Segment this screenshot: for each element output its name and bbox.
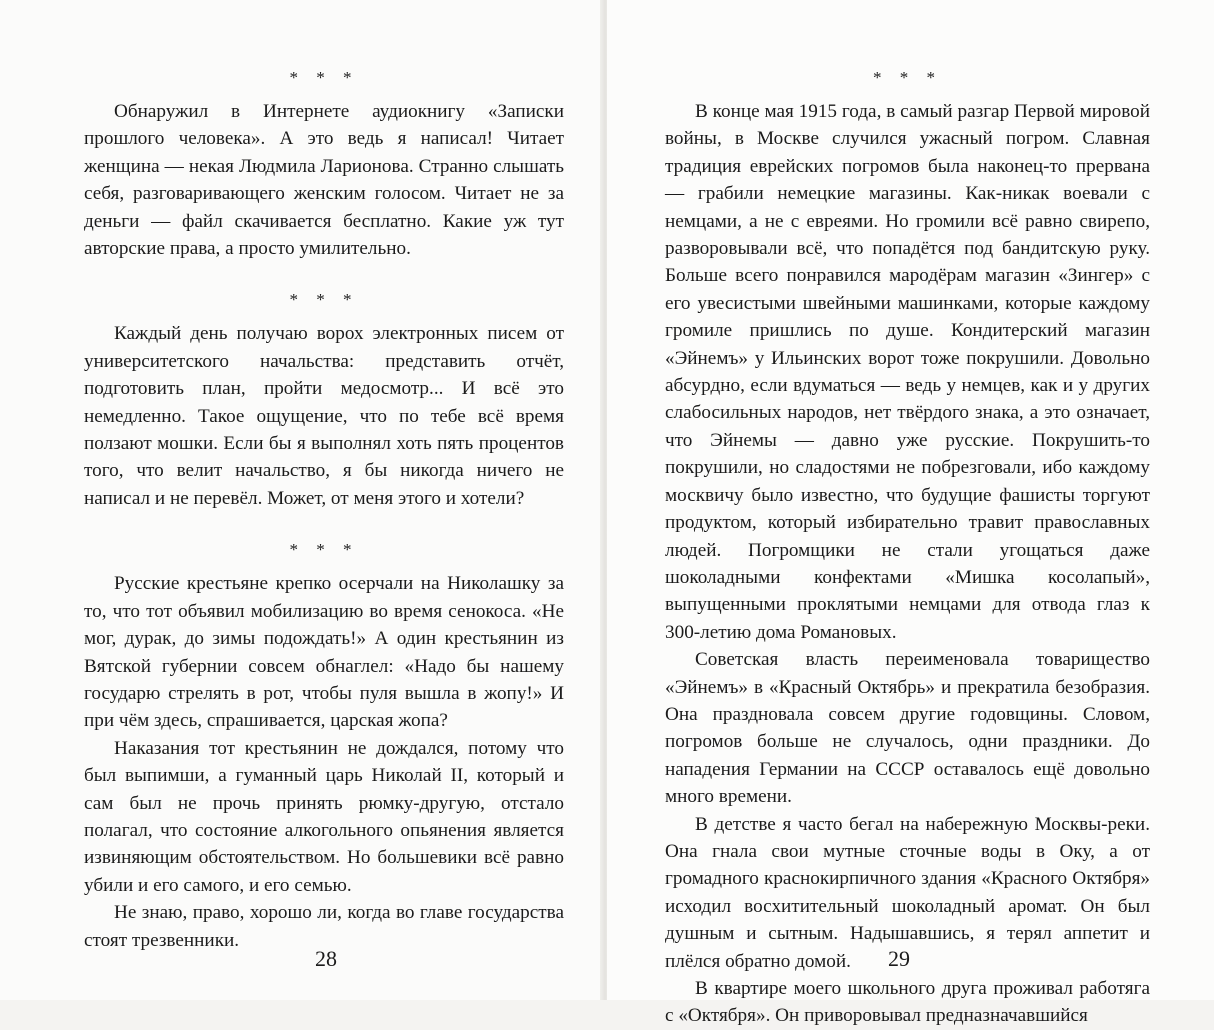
paragraph: В детстве я часто бегал на набережную Москвы-реки. Она гнала свои мутные сточные воды в Оку, а от громадного краснокирпичного здания «Красного Октября» исходил восхитительный шоколадный аромат. Он был душным и сытным. Надышавшись, я терял аппетит и плёлся обратно домой. <box>665 813 1150 972</box>
paragraph: Не знаю, право, хорошо ли, когда во главе государства стоят трезвенники. <box>84 902 564 951</box>
section-separator: * * * <box>873 68 942 87</box>
right-page-text <box>665 62 1150 1030</box>
paragraph: В конце мая 1915 года, в самый разгар Первой мировой войны, в Москве случился ужасный погром. Славная традиция еврейских погромов была наконец-то прервана — грабили немецкие магазины. Как-никак воевали с немцами, а не с евреями. Но громили всё равно свирепо, разворовывали всё, что попадётся под бандитскую руку. Больше всего понравился мародёрам магазин «Зингер» с его увесистыми швейными машинками, которые каждому громиле пришлись по душе. Кондитерский магазин «Эйнемъ» у Ильинских ворот тоже покрушили. Довольно абсурдно, если вдуматься — ведь у немцев, как и у других слабосильных народов, нет твёрдого знака, а это означает, что Эйнемы — давно уже русские. Покрушить-то покрушили, но сладостями не побрезговали, ибо каждому москвичу было известно, что будущие фашисты торгуют продуктом, который избирательно травит православных людей. Погромщики не стали угощаться даже шоколадными конфектами «Мишка косолапый», выпущенными проклятыми немцами для отвода глаз к 300-летию дома Романовых. <box>665 101 1150 643</box>
right-page <box>607 0 1214 1027</box>
page-number: 29 <box>888 946 910 971</box>
section-separator: * * * <box>289 68 359 87</box>
page-number: 28 <box>315 946 337 971</box>
section-separator: * * * <box>289 540 359 560</box>
paragraph: Русские крестьяне крепко осерчали на Николашку за то, что тот объявил мобилизацию во время сенокоса. «Не мог, дурак, до зимы подождать!» А один крестьянин из Вятской губернии совсем обнаглел: «Надо бы нашему государю стрелять в рот, чтобы пуля вышла в жопу!» И при чём здесь, спрашивается, царская жопа? <box>84 573 564 732</box>
section-2 <box>84 288 564 512</box>
section-3 <box>84 538 564 954</box>
section-separator: * * * <box>289 290 359 310</box>
paragraph: В квартире моего школьного друга проживал работяга с «Октября». Он приворовывал предназначавшийся <box>665 978 1150 1027</box>
paragraph: Советская власть переименовала товарищество «Эйнемъ» в «Красный Октябрь» и прекратила безобразия. Она праздновала совсем другие годовщины. Словом, погромов больше не случалось, одни праздники. До нападения Германии на СССР оставалось ещё довольно много времени. <box>665 649 1150 808</box>
left-page <box>0 0 604 1000</box>
left-page-text <box>84 62 564 980</box>
paragraph: Наказания тот крестьянин не дождался, потому что был выпимши, а гуманный царь Николай II, который и сам был не прочь принять рюмку-другую, отстало полагал, что состояние алкогольного опьянения является извиняющим обстоятельством. Но большевики всё равно убили и его самого, и его семью. <box>84 737 564 896</box>
section-1 <box>84 66 564 262</box>
paragraph: Обнаружил в Интернете аудиокнигу «Записки прошлого человека». А это ведь я написал! Читает женщина — некая Людмила Ларионова. Странно слышать себя, разговаривающего женским голосом. Читает не за деньги — файл скачивается бесплатно. Какие уж тут авторские права, а просто умилительно. <box>84 101 564 260</box>
paragraph: Каждый день получаю ворох электронных писем от университетского начальства: представить отчёт, подготовить план, пройти медосмотр... И всё это немедленно. Такое ощущение, что по тебе всё время ползают мошки. Если бы я выполнял хоть пять процентов того, что велит начальство, я бы никогда ничего не написал и не перевёл. Может, от меня этого и хотели? <box>84 323 564 509</box>
